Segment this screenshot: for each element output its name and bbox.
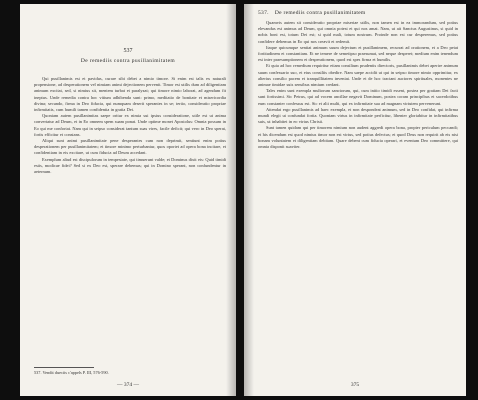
right-gutter-shadow [244,4,254,396]
paragraph: Itaque quicumque sentiat animum suum dejectum et pusillanimem, recurrat ad orationem, et a Deo petat fortitudinem et constantiam. Et ne temere de semetipso praesumat, sed neque desperet; medium enim tenendum est inter praesumptionem et desperationem, quod est spes firma et humilis. [258,44,458,63]
paragraph: Tales enim sunt exempla multorum sanctorum, qui, cum initio timidi essent, postea per gratiam Dei facti sunt fortissimi. Sic Petrus, qui ad vocem ancillae negavit Dominum, postea coram principibus et sacerdotibus eum constanter confessus est. Sic et alii multi, qui ex infirmitate sua ad magnam virtutem pervenerunt. [258,88,458,106]
left-folio: — 374 — [117,382,139,388]
paragraph: Qui pusillanimis est et pavidus, curare sibi debet a nimio timore. Si enim est talis ex naturali propensione, ad desperationem vel nimiam animi dejectionem pervenit. Timor est utilis dum ad diligentiam animum excitat, sed, si nimius sit, mentem turbat et paralyzat; qui timore nimio laborat, ad agendum fit ineptus. Unde remedia contra hoc vitium adhibenda sunt: primo, meditatio de bonitate et misericordia divina; secundo, firma in Deo fiducia, qui numquam deserit sperantes in se; tertio, consideratio propriae infirmitatis, cum humili tamen confidentia in gratia Dei. [34,76,226,113]
paragraph: Aliqui sunt animi pusillanimitate pene desperantes cum non deprimit, sentiunt enim potius desperationem per pusillanimitatem; et timore minimo perturbantur, quos oportet ad opera bona incitare, et confidentiam in eis excitare, ut cum fiducia ad Deum accedant. [34,138,226,156]
running-number: 537. [258,10,269,16]
paragraph: Quoniam autem pusillanimitas saepe oritur ex nimia sui ipsius consideratione, utile est ut anima convertatur ad Deum, et in Eo omnem spem suam ponat. Unde optime monet Apostolus: Omnia possum in Eo qui me confortat. Nam qui in seipso considerat tantum suas vires, facile deficit; qui vero in Deo sperat, fortis efficitur et constans. [34,113,226,137]
footnote: 537. Vendit dueciis c'appels P. III, 576-590. [34,370,109,375]
left-body-text [34,76,226,358]
right-page [244,4,466,396]
paragraph: Et quia ad hoc remedium requiritur etiam consilium prudentis directoris, pusillanimis debet aperire animum suum confessario suo, et eius consiliis obedire. Nam saepe accidit ut qui in seipso timore nimio opprimitur, ex alterius consilio pacem et tranquillitatem inveniat. Unde et de hoc tractant auctores spirituales, monentes ne animae timidae suis sensibus nimium credant. [258,63,458,88]
right-folio: 375 [350,382,360,388]
paragraph: Attendat ergo pusillanimis ad haec exempla, et non despondeat animum, sed in Deo confidat, qui infirma mundi elegit ut confundat fortia. Quoniam virtus in infirmitate perficitur, libenter gloriabitur in infirmitatibus suis, ut inhabitet in eo virtus Christi. [258,106,458,125]
footnote-rule [34,367,94,368]
section-number: 537 [123,48,133,54]
running-title: De remediis contra pusillanimitatem [274,10,366,16]
left-page [20,4,236,396]
paragraph: Quamvis autem sit consideratio propriae miseriae utilis, non tamen est in ea immorandum, sed potius elevandus est animus ad Deum, qui omnia potest et qui nos amat. Nam, ut ait Sanctus Augustinus, si quid in nobis boni est, totum Dei est; si quid mali, totum nostrum. Proinde non est cur desperemus, sed potius confidere debemus in Eo qui nos creavit et redemit. [258,20,458,44]
paragraph: Exemplum aliud est discipulorum in tempestate, qui timuerunt valde; et Dominus dixit eis: Quid timidi estis, modicae fidei? Sed si ex Deo est, sperare debemus; qui in Domino sperant, non confundentur in aeternum. [34,156,226,175]
right-body-text [258,20,458,372]
paragraph: Sunt tamen quidam qui per timorem nimium non audent aggredi opera bona, propter periculum peccandi; et his dicendum est quod nimius timor non est virtus, sed potius defectus; et quod Deus non requirit ab eis nisi bonam voluntatem et diligentiam debitam. Quare debent cum fiducia operari, et eventum Deo committere, qui omnia disponit suaviter. [258,125,458,150]
section-title: De remediis contra pusillanimitatem [80,58,176,64]
running-header [258,10,458,20]
